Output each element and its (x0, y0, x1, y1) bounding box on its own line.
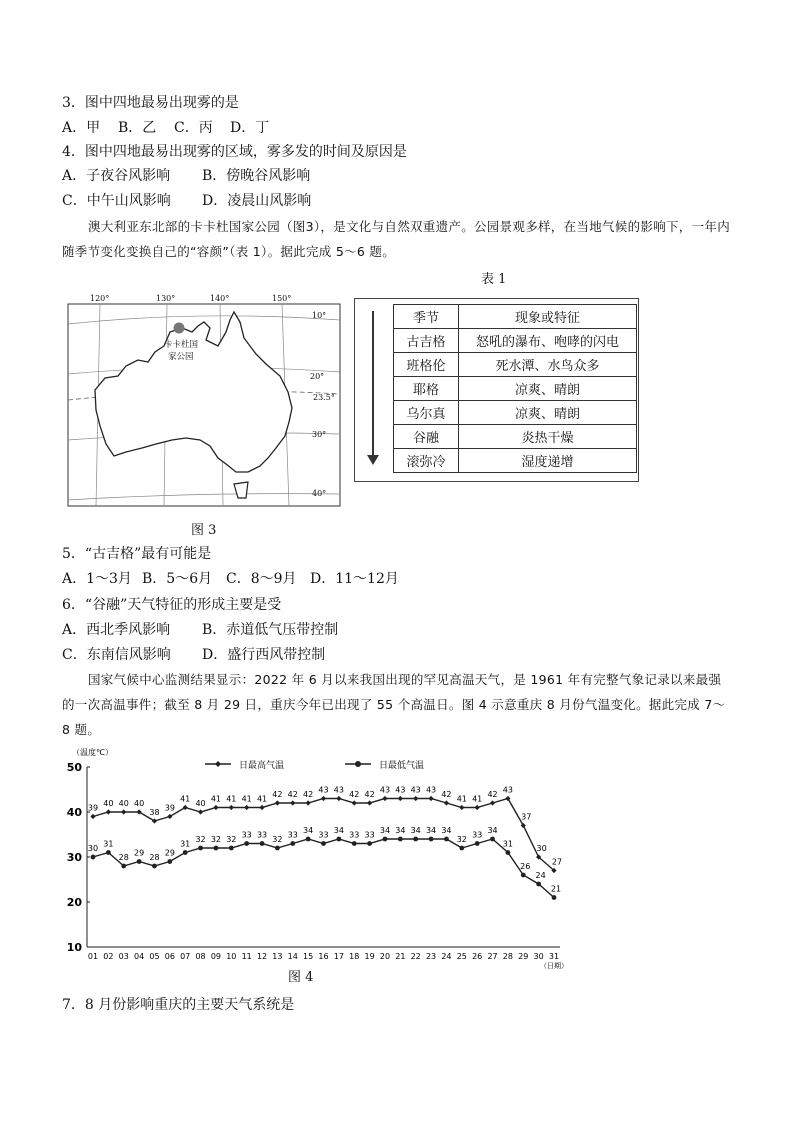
q5-option-a[interactable]: A．1～3月 (62, 571, 132, 587)
data-point (475, 805, 480, 810)
x-tick-label: 04 (134, 952, 145, 961)
table-1-caption: 表 1 (481, 272, 507, 287)
data-label: 40 (134, 799, 145, 808)
table-row (394, 449, 637, 473)
data-label: 33 (364, 830, 375, 840)
data-point (198, 809, 203, 814)
australia-coastline (95, 312, 292, 472)
legend-label: 日最低气温 (379, 761, 425, 771)
data-point (336, 837, 341, 842)
data-point (213, 805, 218, 810)
q3-option-c[interactable]: C．丙 (174, 120, 213, 136)
x-tick-label: 23 (425, 952, 437, 961)
data-label: 39 (87, 803, 99, 813)
data-label: 31 (180, 839, 191, 849)
data-label: 32 (210, 835, 222, 844)
season-cell: 班格伦 (394, 353, 459, 377)
q3-option-b[interactable]: B．乙 (118, 120, 157, 136)
lat-label-30: 30° (312, 430, 327, 439)
data-point (382, 796, 387, 801)
lon-label-150: 150° (272, 294, 292, 303)
question-4-options-row2 (62, 190, 311, 210)
y-axis-label: （温度℃） (72, 748, 113, 757)
data-point (259, 805, 264, 810)
data-point (306, 800, 311, 805)
season-table (354, 298, 639, 482)
question-5-stem: 5．“古吉格”最有可能是 (62, 546, 212, 562)
data-point (229, 846, 234, 851)
data-point (367, 841, 372, 846)
x-tick-label: 18 (349, 952, 360, 961)
x-tick-label: 14 (287, 952, 298, 961)
data-label: 42 (364, 790, 375, 799)
data-label: 28 (149, 853, 160, 862)
data-label: 43 (333, 785, 344, 795)
data-label: 38 (149, 808, 160, 817)
park-label-line1: 卡卡杜国 (164, 340, 199, 350)
x-tick-label: 06 (164, 952, 175, 961)
x-tick-label: 30 (533, 952, 544, 961)
q4-option-d[interactable]: D．凌晨山风影响 (202, 193, 312, 209)
data-point (244, 841, 249, 846)
australia-map (60, 292, 345, 514)
q3-option-d[interactable]: D．丁 (230, 120, 270, 136)
feature-cell: 凉爽、晴朗 (459, 377, 637, 401)
season-cell: 滚弥冷 (394, 449, 459, 473)
data-label: 33 (256, 830, 268, 840)
table-row (394, 425, 637, 449)
data-label: 33 (472, 830, 483, 840)
data-label: 41 (456, 794, 467, 804)
x-tick-label: 26 (472, 952, 483, 961)
q4-option-c[interactable]: C．中午山风影响 (62, 193, 171, 209)
data-label: 43 (425, 785, 437, 795)
data-point (552, 895, 557, 900)
data-point (121, 864, 126, 869)
question-5-options (62, 568, 399, 588)
data-label: 33 (349, 830, 360, 840)
x-tick-label: 07 (180, 952, 191, 961)
x-tick-label: 03 (118, 952, 129, 961)
y-tick-label: 20 (66, 896, 82, 909)
legend-marker (215, 761, 221, 767)
x-tick-label: 05 (149, 952, 160, 961)
data-point (490, 800, 495, 805)
data-point (429, 837, 434, 842)
lon-label-140: 140° (210, 294, 230, 303)
data-point (536, 882, 541, 887)
data-label: 43 (502, 785, 513, 795)
x-tick-label: 28 (502, 952, 513, 961)
series-line (93, 839, 554, 898)
data-point (275, 846, 280, 851)
data-label: 42 (441, 790, 452, 799)
data-label: 40 (118, 799, 129, 808)
x-tick-label: 08 (195, 952, 206, 961)
season-cell: 乌尔真 (394, 401, 459, 425)
data-label: 41 (210, 794, 222, 804)
x-axis-label: （日期） (540, 962, 568, 970)
data-label: 43 (395, 785, 406, 795)
data-label: 43 (410, 785, 421, 795)
park-label-line2: 家公园 (168, 352, 194, 362)
figure-4-caption: 图 4 (288, 970, 314, 985)
data-label: 30 (87, 844, 99, 853)
season-table-grid (393, 304, 637, 473)
data-label: 41 (256, 794, 268, 804)
table-header-feature: 现象或特征 (459, 305, 637, 329)
x-tick-label: 01 (87, 952, 99, 961)
data-point (383, 837, 388, 842)
season-cell: 古吉格 (394, 329, 459, 353)
table-row (394, 377, 637, 401)
data-point (413, 837, 418, 842)
data-label: 33 (318, 830, 329, 840)
data-point (106, 850, 111, 855)
data-point (413, 796, 418, 801)
data-label: 43 (318, 785, 329, 795)
y-tick-label: 10 (66, 941, 82, 954)
data-point (152, 864, 157, 869)
q5-option-b[interactable]: B．5～6月 (142, 571, 213, 587)
data-point (90, 814, 95, 819)
data-label: 41 (226, 794, 237, 804)
question-3-options (62, 117, 269, 137)
data-point (475, 841, 480, 846)
data-label: 26 (520, 862, 531, 871)
data-point (321, 796, 326, 801)
data-point (490, 837, 495, 842)
data-point (459, 846, 464, 851)
x-tick-label: 16 (318, 952, 329, 961)
data-label: 24 (535, 871, 546, 880)
y-tick-label: 30 (66, 851, 82, 864)
data-label: 34 (395, 826, 406, 835)
data-point (229, 805, 234, 810)
data-point (352, 841, 357, 846)
x-tick-label: 24 (441, 952, 452, 961)
data-label: 27 (551, 857, 563, 867)
x-tick-label: 25 (456, 952, 467, 961)
data-point (106, 809, 111, 814)
x-tick-label: 21 (395, 952, 406, 961)
passage-chongqing-heat: 国家气候中心监测结果显示：2022 年 6 月以来我国出现的罕见高温天气，是 1961 年有完整气象记录以来最强的一次高温事件；截至 8 月 29 日，重庆今年已出现了 55 个高温日。图 4 示意重庆 8 月份气温变化。据此完成 7～8 题。 (62, 672, 726, 737)
data-label: 40 (103, 799, 114, 808)
data-point (214, 846, 219, 851)
data-point (137, 859, 142, 864)
lat-label-10: 10° (312, 311, 327, 320)
x-tick-label: 09 (210, 952, 222, 961)
data-point (290, 800, 295, 805)
data-point (290, 841, 295, 846)
table-header-row (394, 305, 637, 329)
arrow-down-icon (367, 455, 379, 465)
data-label: 43 (379, 785, 391, 795)
table-row (394, 329, 637, 353)
tasmania (234, 482, 248, 498)
season-cell: 谷融 (394, 425, 459, 449)
data-point (398, 837, 403, 842)
data-label: 31 (502, 839, 513, 849)
data-label: 33 (241, 830, 252, 840)
data-label: 32 (272, 835, 283, 844)
x-tick-label: 22 (410, 952, 421, 961)
lat-label-20: 20° (310, 372, 325, 381)
data-label: 32 (226, 835, 237, 844)
data-label: 42 (272, 790, 283, 799)
data-point (167, 859, 172, 864)
data-label: 34 (333, 826, 344, 835)
feature-cell: 湿度递增 (459, 449, 637, 473)
time-arrow-shaft (372, 311, 374, 459)
x-tick-label: 12 (256, 952, 268, 961)
data-label: 34 (303, 826, 314, 835)
question-6-options-row1 (62, 619, 338, 639)
x-tick-label: 20 (379, 952, 391, 961)
data-point (521, 873, 526, 878)
data-point (336, 796, 341, 801)
q4-option-b[interactable]: B．傍晚谷风影响 (202, 168, 311, 184)
x-tick-label: 11 (241, 952, 252, 961)
data-point (306, 837, 311, 842)
data-label: 34 (441, 826, 452, 835)
data-label: 34 (425, 826, 437, 835)
data-label: 32 (195, 835, 206, 844)
x-tick-label: 02 (103, 952, 114, 961)
data-label: 21 (550, 884, 562, 894)
data-point (91, 855, 96, 860)
lon-label-130: 130° (156, 294, 176, 303)
q5-option-c[interactable]: C．8～9月 (226, 571, 297, 587)
data-point (367, 800, 372, 805)
question-4-stem: 4．图中四地最易出现雾的区域，雾多发的时间及原因是 (62, 144, 407, 160)
data-point (352, 800, 357, 805)
y-tick-label: 40 (66, 806, 82, 819)
data-label: 42 (349, 790, 360, 799)
data-label: 41 (241, 794, 252, 804)
data-label: 40 (195, 799, 206, 808)
feature-cell: 死水潭、水鸟众多 (459, 353, 637, 377)
data-label: 42 (287, 790, 298, 799)
x-tick-label: 13 (272, 952, 283, 961)
x-tick-label: 27 (487, 952, 498, 961)
q4-option-a[interactable]: A．子夜谷风影响 (62, 168, 171, 184)
data-point (459, 805, 464, 810)
data-label: 34 (410, 826, 421, 835)
x-tick-label: 15 (303, 952, 314, 961)
figure-3-caption: 图 3 (191, 523, 217, 538)
legend-marker (355, 761, 361, 767)
data-point (321, 841, 326, 846)
data-label: 41 (180, 794, 191, 804)
passage-kakadu: 澳大利亚东北部的卡卡杜国家公园（图3），是文化与自然双重遗产。公园景观多样，在当地气候的影响下，一年内随季节变化变换自己的“容颜”（表 1）。据此完成 5～6 题。 (62, 219, 731, 259)
q5-option-d[interactable]: D．11～12月 (310, 571, 399, 587)
lat-label-23-5: 23.5° (313, 393, 335, 402)
data-label: 37 (521, 812, 532, 822)
data-label: 28 (118, 853, 129, 862)
season-cell: 耶格 (394, 377, 459, 401)
question-6-stem: 6．“谷融”天气特征的形成主要是受 (62, 597, 282, 613)
temperature-chart (60, 742, 570, 974)
x-tick-label: 31 (548, 952, 560, 961)
question-6-options-row2 (62, 644, 325, 664)
data-label: 32 (456, 835, 467, 844)
data-point (428, 796, 433, 801)
x-tick-label: 10 (226, 952, 237, 961)
table-row (394, 401, 637, 425)
kakadu-park-marker (174, 323, 185, 334)
x-tick-label: 17 (333, 952, 344, 961)
feature-cell: 凉爽、晴朗 (459, 401, 637, 425)
data-label: 41 (472, 794, 483, 804)
feature-cell: 怒吼的瀑布、咆哮的闪电 (459, 329, 637, 353)
question-3-stem: 3．图中四地最易出现雾的是 (62, 95, 239, 111)
data-point (121, 809, 126, 814)
data-point (398, 796, 403, 801)
data-label: 29 (164, 848, 175, 858)
q6-option-c[interactable]: C．东南信风影响 (62, 647, 171, 663)
q3-option-a[interactable]: A．甲 (62, 120, 101, 136)
data-point (183, 850, 188, 855)
legend-label: 日最高气温 (239, 761, 285, 771)
data-point (275, 800, 280, 805)
data-point (244, 805, 249, 810)
data-point (444, 837, 449, 842)
data-label: 34 (379, 826, 391, 835)
x-tick-label: 29 (518, 952, 529, 961)
data-label: 42 (487, 790, 498, 799)
data-label: 34 (487, 826, 498, 835)
table-header-season: 季节 (394, 305, 459, 329)
data-label: 33 (287, 830, 298, 840)
q6-option-a[interactable]: A．西北季风影响 (62, 622, 171, 638)
data-label: 39 (164, 803, 175, 813)
question-7-stem: 7．8 月份影响重庆的主要天气系统是 (62, 997, 295, 1013)
q6-option-d[interactable]: D．盛行西风带控制 (202, 647, 326, 663)
data-label: 31 (103, 839, 114, 849)
data-point (198, 846, 203, 851)
data-label: 30 (536, 844, 547, 853)
y-tick-label: 50 (66, 761, 82, 774)
q6-option-b[interactable]: B．赤道低气压带控制 (202, 622, 339, 638)
data-point (506, 850, 511, 855)
data-label: 42 (303, 790, 314, 799)
data-point (260, 841, 265, 846)
x-tick-label: 19 (364, 952, 375, 961)
feature-cell: 炎热干燥 (459, 425, 637, 449)
lon-label-120: 120° (90, 294, 110, 303)
question-4-options-row1 (62, 165, 310, 185)
lat-label-40: 40° (312, 489, 327, 498)
data-point (444, 800, 449, 805)
data-label: 29 (134, 848, 145, 858)
table-row (394, 353, 637, 377)
